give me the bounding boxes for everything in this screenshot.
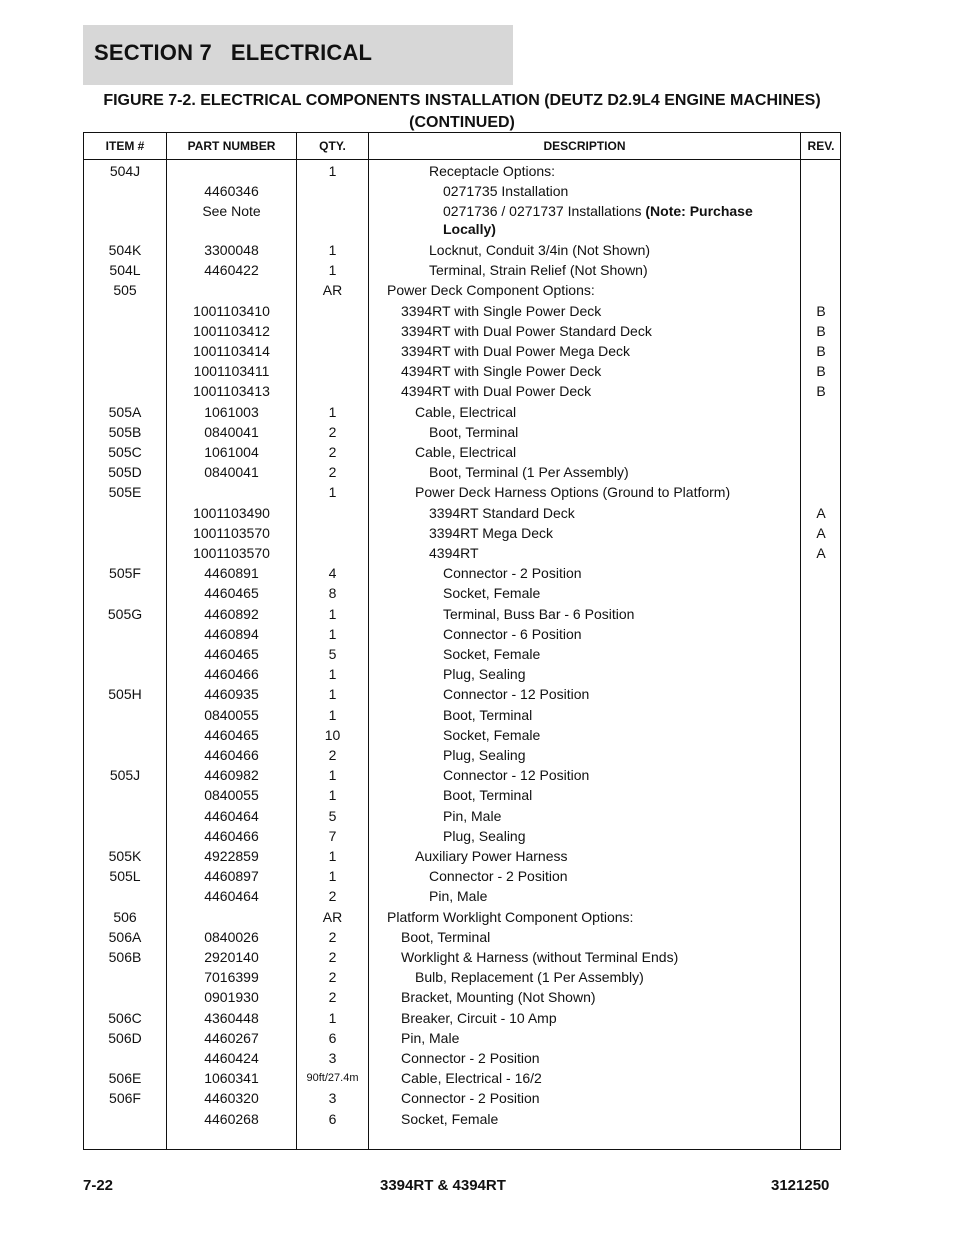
header-qty: QTY. <box>319 139 346 153</box>
quantity: 1 <box>328 686 337 703</box>
table-row <box>84 806 840 826</box>
table-row <box>84 826 840 846</box>
description <box>369 1008 785 1027</box>
description <box>369 785 785 804</box>
part-number: 4460466 <box>204 666 259 683</box>
table-row <box>84 947 840 967</box>
revision: B <box>816 302 826 319</box>
part-number: 4460424 <box>204 1050 259 1066</box>
description-text: Connector - 2 Position <box>443 565 582 582</box>
table-row <box>84 402 840 422</box>
quantity: 1 <box>328 403 337 420</box>
part-number: 1001103410 <box>193 302 270 319</box>
quantity: 2 <box>328 464 337 481</box>
description <box>369 684 785 703</box>
description-text: Plug, Sealing <box>443 747 526 763</box>
part-number: 4460465 <box>204 585 259 602</box>
part-number: 4460465 <box>204 726 259 743</box>
part-number: 1001103412 <box>193 322 270 339</box>
header-description: DESCRIPTION <box>543 139 626 153</box>
description-text: Worklight & Harness (without Terminal Ends) <box>401 949 679 965</box>
section-header <box>83 25 513 85</box>
description <box>369 826 785 845</box>
table-row <box>84 1068 840 1088</box>
table-row <box>84 1088 840 1108</box>
table-row <box>84 1109 840 1129</box>
description <box>369 725 785 744</box>
table-row <box>84 644 840 664</box>
table-row <box>84 301 840 321</box>
description-text: Locknut, Conduit 3/4in (Not Shown) <box>429 242 651 258</box>
table-row <box>84 624 840 644</box>
quantity: 1 <box>328 868 337 885</box>
description-text: Boot, Terminal <box>443 787 533 804</box>
quantity: 6 <box>328 1110 337 1127</box>
description <box>369 967 785 986</box>
description <box>369 201 785 238</box>
table-row <box>84 482 840 502</box>
description <box>369 341 785 360</box>
table-row <box>84 422 840 442</box>
description <box>369 1028 785 1047</box>
table-row <box>84 543 840 563</box>
description-text: Bracket, Mounting (Not Shown) <box>401 989 596 1006</box>
description-text: Power Deck Component Options: <box>387 282 595 299</box>
description <box>369 181 785 200</box>
quantity: 1 <box>328 262 337 279</box>
table-row <box>84 161 840 181</box>
description <box>369 624 785 643</box>
description <box>369 381 785 400</box>
quantity: AR <box>322 908 343 925</box>
quantity: 3 <box>328 1050 337 1066</box>
part-number: 4460267 <box>204 1029 259 1046</box>
table-row <box>84 664 840 684</box>
table-row <box>84 462 840 482</box>
quantity: 1 <box>328 163 337 179</box>
table-row <box>84 785 840 805</box>
table-row <box>84 705 840 725</box>
table-row <box>84 846 840 866</box>
item-number: 505H <box>108 686 142 703</box>
description <box>369 361 785 380</box>
header-divider <box>84 159 840 160</box>
part-number: 4460982 <box>204 767 259 784</box>
quantity: 2 <box>328 969 337 986</box>
part-number: 7016399 <box>204 969 259 986</box>
part-number: See Note <box>202 203 261 220</box>
quantity: 1 <box>328 242 337 258</box>
revision: B <box>816 383 826 400</box>
item-number: 505E <box>108 484 142 501</box>
part-number: 4460465 <box>204 646 259 662</box>
description-text: Connector - 12 Position <box>443 686 590 703</box>
description <box>369 161 785 180</box>
section-title: SECTION 7 ELECTRICAL <box>94 40 373 65</box>
part-number: 4460891 <box>204 565 259 582</box>
item-number: 505F <box>109 565 141 582</box>
part-number: 4460466 <box>204 827 259 844</box>
quantity: AR <box>322 282 343 299</box>
description-text: Cable, Electrical - 16/2 <box>401 1070 542 1087</box>
description-text: Breaker, Circuit - 10 Amp <box>401 1009 557 1026</box>
item-number: 506A <box>108 928 142 945</box>
description <box>369 503 785 522</box>
description <box>369 462 785 481</box>
table-row <box>84 927 840 947</box>
part-number: 4460320 <box>204 1090 259 1107</box>
item-number: 506 <box>113 908 137 925</box>
table-row <box>84 381 840 401</box>
part-number: 0840041 <box>204 464 259 481</box>
table-row <box>84 503 840 523</box>
item-number: 506F <box>109 1090 141 1107</box>
description-text: Connector - 12 Position <box>443 767 590 784</box>
description <box>369 1109 785 1128</box>
description <box>369 301 785 320</box>
quantity: 1 <box>328 666 337 683</box>
item-number: 505B <box>108 423 142 440</box>
description <box>369 1048 785 1067</box>
quantity: 1 <box>328 787 337 804</box>
description <box>369 563 785 582</box>
description <box>369 846 785 865</box>
description-text: Boot, Terminal <box>401 928 491 945</box>
part-number: 4460935 <box>204 686 259 703</box>
description-text: 3394RT with Dual Power Mega Deck <box>401 343 631 359</box>
description <box>369 280 785 299</box>
description-text: 3394RT Standard Deck <box>429 504 575 521</box>
description-text: Platform Worklight Component Options: <box>387 908 634 925</box>
part-number: 1001103411 <box>193 363 270 380</box>
revision: B <box>816 343 826 359</box>
table-row <box>84 181 840 201</box>
table-row <box>84 886 840 906</box>
part-number: 4460897 <box>204 868 259 885</box>
table-row <box>84 341 840 361</box>
quantity: 1 <box>328 1009 337 1026</box>
parts-table <box>83 132 841 1150</box>
header-item: ITEM # <box>105 139 145 153</box>
description-text: Boot, Terminal <box>443 706 533 723</box>
quantity: 1 <box>328 605 337 622</box>
part-number: 3300048 <box>204 242 259 258</box>
description-text: Plug, Sealing <box>443 827 526 844</box>
item-number: 505D <box>108 464 142 481</box>
figure-title: FIGURE 7-2. ELECTRICAL COMPONENTS INSTALLATION (DEUTZ D2.9L4 ENGINE MACHINES) (CONTINUED) <box>103 92 821 131</box>
revision: B <box>816 322 826 339</box>
table-row <box>84 1048 840 1068</box>
part-number: 0840055 <box>204 706 259 723</box>
quantity: 1 <box>328 706 337 723</box>
description <box>369 644 785 663</box>
item-number: 506C <box>108 1009 142 1026</box>
part-number: 1001103490 <box>193 504 270 521</box>
revision: A <box>816 504 826 521</box>
quantity: 2 <box>328 444 337 460</box>
item-number: 506D <box>108 1029 142 1046</box>
footer-page-number: 7-22 <box>83 1177 114 1194</box>
table-row <box>84 684 840 704</box>
footer-doc-number: 3121250 <box>771 1177 830 1194</box>
part-number: 1001103570 <box>193 524 270 541</box>
description-text: Socket, Female <box>401 1110 499 1127</box>
item-number: 506E <box>108 1070 142 1087</box>
quantity: 10 <box>324 726 341 743</box>
revision: A <box>816 545 826 561</box>
quantity: 2 <box>328 949 337 965</box>
description-text: Connector - 2 Position <box>401 1050 540 1066</box>
description-text: Boot, Terminal <box>429 423 519 440</box>
table-row <box>84 280 840 300</box>
table-row <box>84 745 840 765</box>
table-row <box>84 765 840 785</box>
table-row <box>84 523 840 543</box>
part-number: 0901930 <box>204 989 259 1006</box>
table-row <box>84 1028 840 1048</box>
description <box>369 987 785 1006</box>
table-row <box>84 725 840 745</box>
description-text: Cable, Electrical <box>415 403 517 420</box>
item-number: 505J <box>109 767 141 784</box>
description-text: 3394RT with Dual Power Standard Deck <box>401 322 652 339</box>
part-number: 4460466 <box>204 747 259 763</box>
description-text: Pin, Male <box>429 888 488 905</box>
part-number: 1001103413 <box>193 383 270 400</box>
table-row <box>84 240 840 260</box>
quantity: 1 <box>328 767 337 784</box>
table-row <box>84 442 840 462</box>
description-text: Socket, Female <box>443 585 541 602</box>
description <box>369 664 785 683</box>
description-note: (Note: Purchase Locally) <box>443 203 753 238</box>
description-text: Terminal, Buss Bar - 6 Position <box>443 605 635 622</box>
quantity: 90ft/27.4m <box>306 1072 359 1085</box>
item-number: 506B <box>108 949 142 965</box>
quantity: 1 <box>328 484 337 501</box>
table-row <box>84 907 840 927</box>
part-number: 4460892 <box>204 605 259 622</box>
description-text: Plug, Sealing <box>443 666 526 683</box>
description-text: Power Deck Harness Options (Ground to Platform) <box>415 484 731 501</box>
description-text: Socket, Female <box>443 726 541 743</box>
quantity: 2 <box>328 423 337 440</box>
part-number: 1061003 <box>204 403 259 420</box>
part-number: 4460346 <box>204 183 259 200</box>
description <box>369 1088 785 1107</box>
part-number: 4460268 <box>204 1110 259 1127</box>
description <box>369 422 785 441</box>
table-row <box>84 987 840 1007</box>
description <box>369 583 785 602</box>
table-row <box>84 260 840 280</box>
quantity: 6 <box>328 1029 337 1046</box>
description-text: Receptacle Options: <box>429 163 556 179</box>
part-number: 1061004 <box>204 444 259 460</box>
footer-model: 3394RT & 4394RT <box>380 1177 506 1194</box>
description-text: Cable, Electrical <box>415 444 517 460</box>
item-number: 504L <box>109 262 141 279</box>
quantity: 7 <box>328 827 337 844</box>
quantity: 2 <box>328 747 337 763</box>
item-number: 504K <box>108 242 142 258</box>
part-number: 0840041 <box>204 423 259 440</box>
table-row <box>84 967 840 987</box>
item-number: 505A <box>108 403 142 420</box>
quantity: 5 <box>328 646 337 662</box>
description <box>369 927 785 946</box>
part-number: 1001103414 <box>193 343 270 359</box>
quantity: 8 <box>328 585 337 602</box>
description <box>369 321 785 340</box>
description <box>369 482 785 501</box>
table-row <box>84 201 840 239</box>
description-text: Socket, Female <box>443 646 541 662</box>
table-row <box>84 563 840 583</box>
header-rev: REV. <box>807 139 835 153</box>
quantity: 1 <box>328 848 337 864</box>
part-number: 4460464 <box>204 807 259 824</box>
description-text: Pin, Male <box>401 1029 460 1046</box>
quantity: 2 <box>328 989 337 1006</box>
part-number: 4360448 <box>204 1009 259 1026</box>
description-text: 4394RT <box>429 545 479 561</box>
part-number: 0840026 <box>204 928 259 945</box>
description-text: 3394RT Mega Deck <box>429 524 553 541</box>
table-row <box>84 604 840 624</box>
description-text: Connector - 2 Position <box>429 868 568 885</box>
description-text: 4394RT with Single Power Deck <box>401 363 602 380</box>
header-part-number: PART NUMBER <box>187 139 276 153</box>
description <box>369 604 785 623</box>
item-number: 505K <box>108 848 142 864</box>
description <box>369 745 785 764</box>
quantity: 5 <box>328 807 337 824</box>
description <box>369 806 785 825</box>
part-number: 1060341 <box>204 1070 259 1087</box>
description <box>369 260 785 279</box>
description <box>369 240 785 259</box>
description <box>369 402 785 421</box>
description-text: Bulb, Replacement (1 Per Assembly) <box>415 969 644 986</box>
description <box>369 765 785 784</box>
part-number: 2920140 <box>204 949 259 965</box>
description-text: Terminal, Strain Relief (Not Shown) <box>429 262 648 279</box>
description-text: Pin, Male <box>443 807 502 824</box>
revision: B <box>816 363 826 380</box>
part-number: 4922859 <box>204 848 259 864</box>
description <box>369 947 785 966</box>
description-text: Connector - 6 Position <box>443 625 582 642</box>
description <box>369 543 785 562</box>
description-text: 0271736 / 0271737 Installations <box>443 203 646 220</box>
description-text: 3394RT with Single Power Deck <box>401 302 602 319</box>
description-text: 0271735 Installation <box>443 183 569 200</box>
description <box>369 907 785 926</box>
description <box>369 886 785 905</box>
description <box>369 866 785 885</box>
item-number: 505L <box>109 868 141 885</box>
description-text: Connector - 2 Position <box>401 1090 540 1107</box>
quantity: 4 <box>328 565 337 582</box>
table-row <box>84 866 840 886</box>
item-number: 505C <box>108 444 142 460</box>
item-number: 505G <box>107 605 143 622</box>
item-number: 504J <box>109 163 141 179</box>
revision: A <box>816 524 826 541</box>
description <box>369 705 785 724</box>
quantity: 2 <box>328 928 337 945</box>
quantity: 3 <box>328 1090 337 1107</box>
description-text: Boot, Terminal (1 Per Assembly) <box>429 464 629 481</box>
item-number: 505 <box>113 282 137 299</box>
quantity: 1 <box>328 625 337 642</box>
description <box>369 442 785 461</box>
description-text: 4394RT with Dual Power Deck <box>401 383 592 400</box>
part-number: 0840055 <box>204 787 259 804</box>
part-number: 4460464 <box>204 888 259 905</box>
table-row <box>84 361 840 381</box>
description <box>369 523 785 542</box>
part-number: 4460894 <box>204 625 259 642</box>
part-number: 4460422 <box>204 262 259 279</box>
table-row <box>84 583 840 603</box>
description <box>369 1068 785 1087</box>
table-row <box>84 1008 840 1028</box>
part-number: 1001103570 <box>193 545 270 561</box>
table-row <box>84 321 840 341</box>
description-text: Auxiliary Power Harness <box>415 848 568 864</box>
quantity: 2 <box>328 888 337 905</box>
